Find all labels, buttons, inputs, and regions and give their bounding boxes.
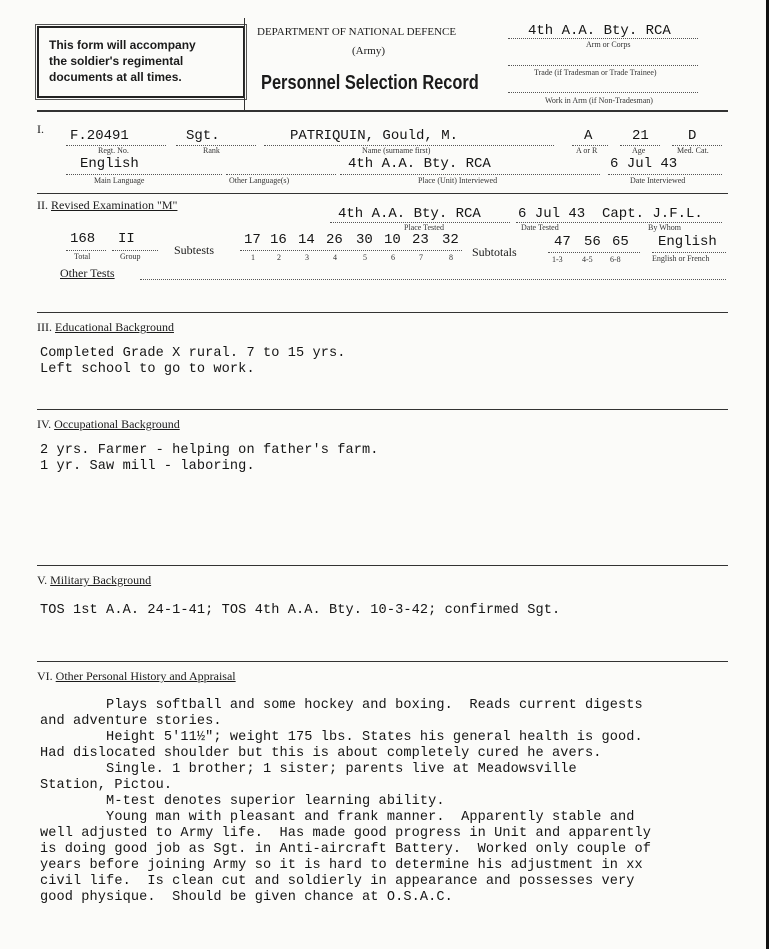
subtests-label: Subtests xyxy=(174,243,215,257)
section4-title: Occupational Background xyxy=(54,417,180,431)
notice-line-1: This form will accompany xyxy=(49,38,196,52)
section2-title: Revised Examination "M" xyxy=(51,198,178,212)
subtest-7-label: 7 xyxy=(419,253,423,262)
total-label: Total xyxy=(74,252,91,261)
test-language-value: English xyxy=(658,234,717,250)
age-value: 21 xyxy=(632,128,649,144)
education-line-1: Completed Grade X rural. 7 to 15 yrs. xyxy=(40,346,346,361)
subtest-6-value: 10 xyxy=(384,232,401,248)
section4-numeral: IV. xyxy=(37,417,52,431)
education-line-2: Left school to go to work. xyxy=(40,362,255,377)
subtotals-label: Subtotals xyxy=(472,245,517,259)
work-label: Work in Arm (if Non-Tradesman) xyxy=(545,96,653,105)
regt-no-label: Regt. No. xyxy=(98,146,129,155)
subtest-7-value: 23 xyxy=(412,232,429,248)
other-tests-label: Other Tests xyxy=(60,266,115,280)
section6-heading xyxy=(37,669,236,684)
subtotal-1-value: 47 xyxy=(554,234,571,250)
age-label: Age xyxy=(632,146,646,155)
section6-numeral: VI. xyxy=(37,669,53,683)
name-label: Name (surname first) xyxy=(362,146,431,155)
form-title: Personnel Selection Record xyxy=(261,72,479,94)
group-label: Group xyxy=(120,252,141,261)
notice-line-3: documents at all times. xyxy=(49,70,182,84)
section2-numeral: II. xyxy=(37,198,48,212)
trade-label: Trade (if Tradesman or Trade Trainee) xyxy=(534,68,657,77)
subtest-8-value: 32 xyxy=(442,232,459,248)
med-cat-value: D xyxy=(688,128,697,144)
subtotal-3-label: 6-8 xyxy=(610,255,621,264)
rank-value: Sgt. xyxy=(186,128,220,144)
a-or-r-value: A xyxy=(584,128,593,144)
date-interviewed-value: 6 Jul 43 xyxy=(610,156,678,172)
appraisal-line-2: and adventure stories. xyxy=(40,714,222,729)
subtest-1-value: 17 xyxy=(244,232,261,248)
section3-numeral: III. xyxy=(37,320,52,334)
main-language-value: English xyxy=(80,156,139,172)
subtotal-2-label: 4-5 xyxy=(582,255,593,264)
section5-numeral: V. xyxy=(37,573,48,587)
regt-no-value: F.20491 xyxy=(70,128,129,144)
subtest-3-value: 14 xyxy=(298,232,315,248)
main-language-label: Main Language xyxy=(94,176,145,185)
date-tested-value: 6 Jul 43 xyxy=(518,206,586,222)
place-tested-label: Place Tested xyxy=(404,223,444,232)
name-value: PATRIQUIN, Gould, M. xyxy=(290,128,459,144)
arm-value: 4th A.A. Bty. RCA xyxy=(528,23,671,39)
military-line-1: TOS 1st A.A. 24-1-41; TOS 4th A.A. Bty. 10-3-42; confirmed Sgt. xyxy=(40,603,561,618)
med-cat-label: Med. Cat. xyxy=(677,146,709,155)
by-whom-value: Capt. J.F.L. xyxy=(602,206,703,222)
by-whom-label: By Whom xyxy=(648,223,681,232)
appraisal-line-8: Young man with pleasant and frank manner. Apparently stable and xyxy=(40,810,635,825)
appraisal-line-3: Height 5'11½"; weight 175 lbs. States his general health is good. xyxy=(40,730,643,745)
subtest-4-value: 26 xyxy=(326,232,343,248)
section3-title: Educational Background xyxy=(55,320,174,334)
notice-box xyxy=(37,26,245,98)
section5-title: Military Background xyxy=(50,573,152,587)
test-language-label: English or French xyxy=(652,254,710,263)
appraisal-line-13: good physique. Should be given chance at O.S.A.C. xyxy=(40,890,453,905)
appraisal-line-5: Single. 1 brother; 1 sister; parents live at Meadowsville xyxy=(40,762,577,777)
appraisal-line-9: well adjusted to Army life. Has made good progress in Unit and apparently xyxy=(40,826,652,841)
subtest-1-label: 1 xyxy=(251,253,255,262)
place-interviewed-label: Place (Unit) Interviewed xyxy=(418,176,498,185)
other-language-label: Other Language(s) xyxy=(229,176,290,185)
rank-label: Rank xyxy=(203,146,220,155)
army-label: (Army) xyxy=(352,45,385,57)
section6-title: Other Personal History and Appraisal xyxy=(55,669,236,683)
appraisal-line-12: civil life. Is clean cut and soldierly in appearance and possesses very xyxy=(40,874,635,889)
subtotal-3-value: 65 xyxy=(612,234,629,250)
appraisal-line-11: years before joining Army so it is hard to determine his adjustment in xx xyxy=(40,858,643,873)
total-value: 168 xyxy=(70,231,96,247)
appraisal-line-1: Plays softball and some hockey and boxing. Reads current digests xyxy=(40,698,643,713)
subtest-3-label: 3 xyxy=(305,253,309,262)
group-value: II xyxy=(118,231,135,247)
occupation-line-1: 2 yrs. Farmer - helping on father's farm. xyxy=(40,443,379,458)
subtest-5-value: 30 xyxy=(356,232,373,248)
subtest-8-label: 8 xyxy=(449,253,453,262)
appraisal-line-6: Station, Pictou. xyxy=(40,778,173,793)
date-interviewed-label: Date Interviewed xyxy=(630,176,686,185)
section4-heading xyxy=(37,417,180,432)
subtest-4-label: 4 xyxy=(333,253,337,262)
section2-heading xyxy=(37,198,177,213)
occupation-line-2: 1 yr. Saw mill - laboring. xyxy=(40,459,255,474)
department-label: DEPARTMENT OF NATIONAL DEFENCE xyxy=(257,26,457,38)
section3-heading xyxy=(37,320,174,335)
a-or-r-label: A or R xyxy=(576,146,598,155)
appraisal-line-10: is doing good job as Sgt. in Anti-aircraft Battery. Worked only couple of xyxy=(40,842,652,857)
subtest-6-label: 6 xyxy=(391,253,395,262)
place-interviewed-value: 4th A.A. Bty. RCA xyxy=(348,156,491,172)
appraisal-line-7: M-test denotes superior learning ability. xyxy=(40,794,445,809)
subtest-5-label: 5 xyxy=(363,253,367,262)
subtotal-1-label: 1-3 xyxy=(552,255,563,264)
date-tested-label: Date Tested xyxy=(521,223,559,232)
section5-heading xyxy=(37,573,151,588)
section1-numeral: I. xyxy=(37,122,44,136)
place-tested-value: 4th A.A. Bty. RCA xyxy=(338,206,481,222)
notice-line-2: the soldier's regimental xyxy=(49,54,184,68)
subtotal-2-value: 56 xyxy=(584,234,601,250)
arm-label: Arm or Corps xyxy=(586,40,631,49)
appraisal-line-4: Had dislocated shoulder but this is about completely cured he avers. xyxy=(40,746,602,761)
subtest-2-label: 2 xyxy=(277,253,281,262)
subtest-2-value: 16 xyxy=(270,232,287,248)
